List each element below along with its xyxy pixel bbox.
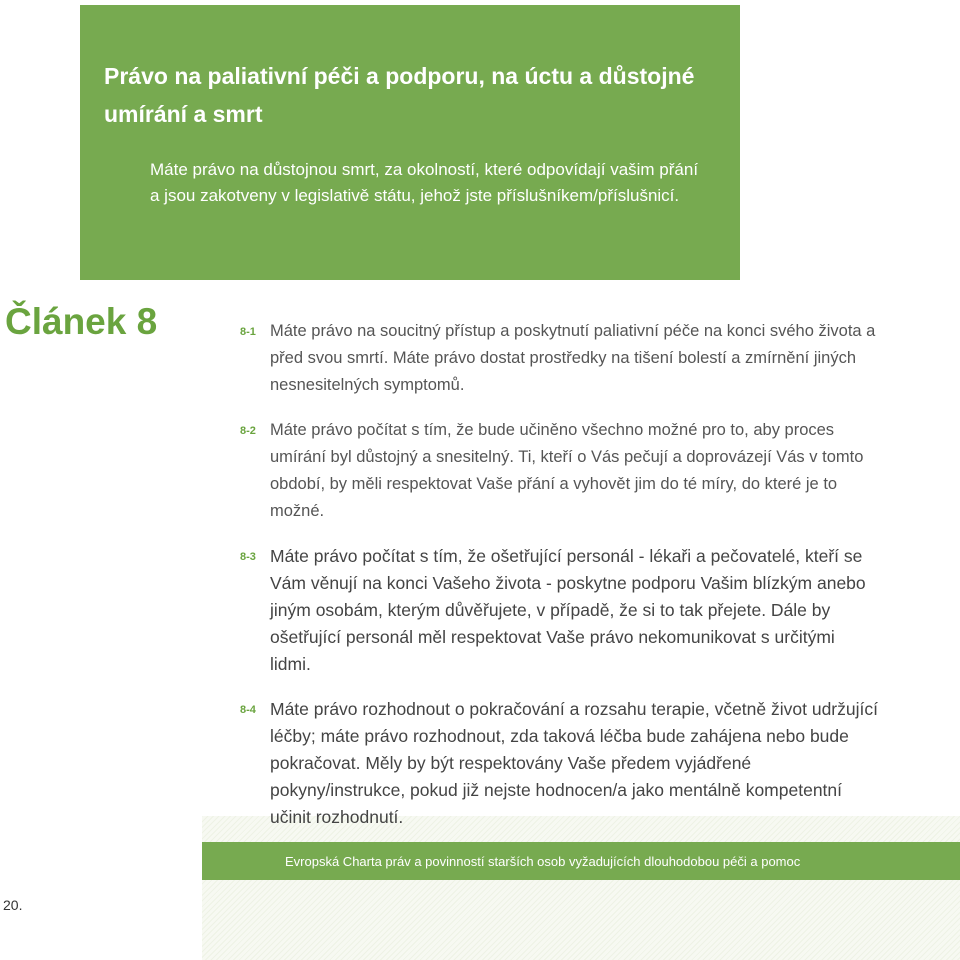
footer-text: Evropská Charta práv a povinností starších osob vyžadujících dlouhodobou péči a pomoc [285, 854, 801, 869]
footer-band [202, 842, 960, 880]
article-item-text: Máte právo počítat s tím, že bude učiněno všechno možné pro to, aby proces umírání byl důstojný a snesitelný. Ti, kteří o Vás pečují a doprovázejí Vás v tomto období, by měli respektovat Vaše přání a vyhovět jim do té míry, do které je to možné. [270, 421, 864, 520]
page-number: 20. [3, 897, 23, 913]
hero-box [80, 5, 740, 280]
article-title: Článek 8 [5, 301, 158, 342]
article-item-number: 8-2 [240, 425, 256, 437]
hero-title: Právo na paliativní péči a podporu, na úctu a důstojné umírání a smrt [104, 63, 695, 127]
article-item-number: 8-1 [240, 326, 256, 338]
hero-text: Máte právo na důstojnou smrt, za okolností, které odpovídají vašim přání a jsou zakotveny v legislativě státu, jehož jste příslušníkem/příslušnicí. [150, 160, 699, 205]
article-item [240, 417, 880, 525]
article-item-text: Máte právo rozhodnout o pokračování a rozsahu terapie, včetně život udržující léčby; máte právo rozhodnout, zda taková léčba bude zahájena nebo bude pokračovat. Měly by být respektovány Vaše předem vyjádřené pokyny/instrukce, pokud již nejste hodnocen/a jako mentálně kompetentní učinit rozhodnutí. [270, 699, 878, 827]
article-item [240, 318, 880, 399]
article-item [240, 696, 880, 831]
article-item [240, 543, 880, 678]
article-item-number: 8-3 [240, 551, 256, 563]
article-items [240, 318, 880, 849]
article-item-text: Máte právo počítat s tím, že ošetřující personál - lékaři a pečovatelé, kteří se Vám věnují na konci Vašeho života - poskytne podporu Vašim blízkým anebo jiným osobám, kterým důvěřujete, v případě, že si to tak přejete. Dále by ošetřující personál měl respektovat Vaše právo nekomunikovat s určitými lidmi. [270, 546, 866, 674]
article-item-text: Máte právo na soucitný přístup a poskytnutí paliativní péče na konci svého života a před svou smrtí. Máte právo dostat prostředky na tišení bolestí a zmírnění jiných nesnesitelných symptomů. [270, 322, 876, 394]
article-item-number: 8-4 [240, 704, 256, 716]
